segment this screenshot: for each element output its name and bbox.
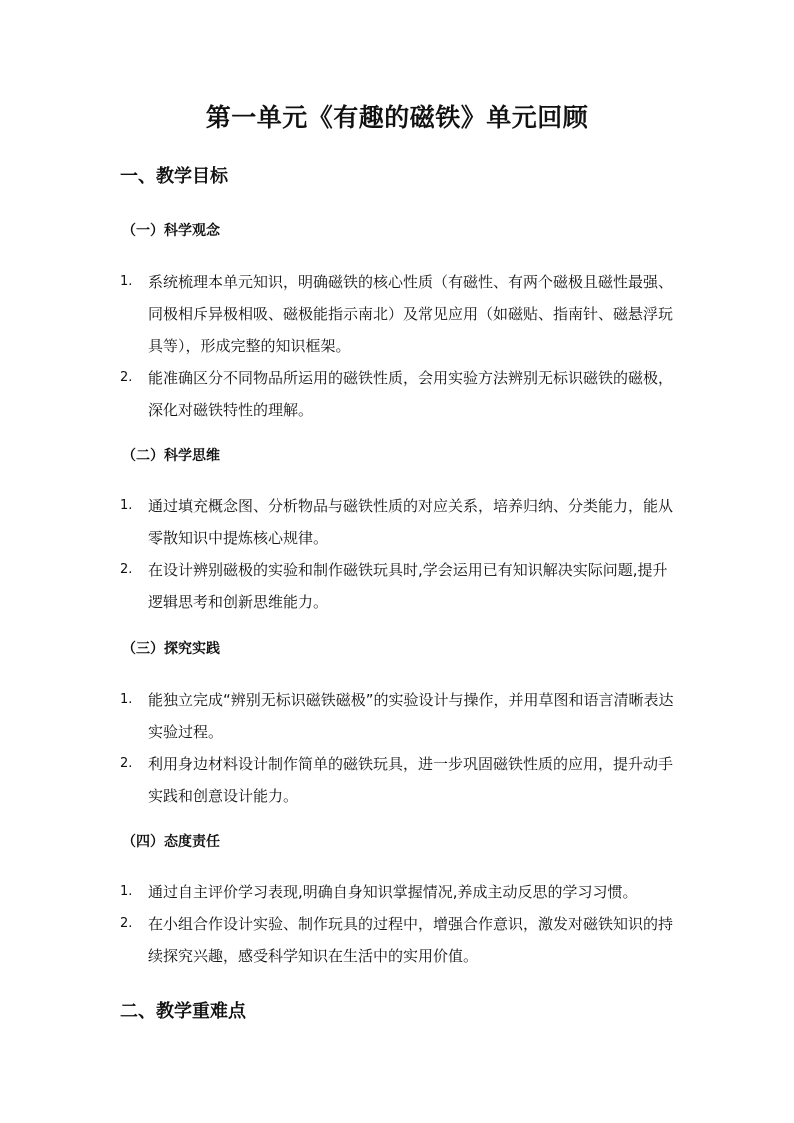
list-item-text: 通过填充概念图、分析物品与磁铁性质的对应关系，培养归纳、分类能力，能从零散知识中提炼核心规律。 [148,497,674,547]
list-item-text: 能准确区分不同物品所运用的磁铁性质，会用实验方法辨别无标识磁铁的磁极，深化对磁铁特性的理解。 [148,369,674,419]
section-heading-key-difficulties: 二、教学重难点 [120,1001,246,1022]
list-item [120,876,680,908]
list-item-number: 1. [120,692,133,707]
list-scientific-thinking [120,490,680,618]
list-item [120,748,680,812]
subheading-inquiry-practice: （三）探究实践 [122,641,220,657]
list-item-number: 2. [120,916,133,931]
list-item [120,490,680,554]
section-heading-teaching-goals: 一、教学目标 [120,166,228,187]
list-scientific-concepts [120,266,680,426]
list-item-text: 通过自主评价学习表现,明确自身知识掌握情况,养成主动反思的学习习惯。 [148,883,638,901]
list-item-text: 系统梳理本单元知识，明确磁铁的核心性质（有磁性、有两个磁极且磁性最强、同极相斥异极相吸、磁极能指示南北）及常见应用（如磁贴、指南针、磁悬浮玩具等），形成完整的知识框架。 [148,273,674,355]
subheading-attitude-responsibility: （四）态度责任 [122,834,220,850]
list-item-number: 2. [120,756,133,771]
list-item-number: 1. [120,274,133,289]
list-item-text: 利用身边材料设计制作简单的磁铁玩具，进一步巩固磁铁性质的应用，提升动手实践和创意设计能力。 [148,755,674,805]
list-item-number: 2. [120,562,133,577]
list-item [120,908,680,972]
list-item-text: 能独立完成“辨别无标识磁铁磁极”的实验设计与操作，并用草图和语言清晰表达实验过程。 [148,691,674,741]
list-item-text: 在小组合作设计实验、制作玩具的过程中，增强合作意识，激发对磁铁知识的持续探究兴趣，感受科学知识在生活中的实用价值。 [148,915,674,965]
list-item [120,554,680,618]
list-item [120,266,680,362]
subheading-scientific-concepts: （一）科学观念 [122,223,220,239]
list-item-number: 1. [120,498,133,513]
list-item-text: 在设计辨别磁极的实验和制作磁铁玩具时,学会运用已有知识解决实际问题,提升逻辑思考和创新思维能力。 [148,561,668,611]
subheading-scientific-thinking: （二）科学思维 [122,448,220,464]
document-title: 第一单元《有趣的磁铁》单元回顾 [205,103,589,132]
list-item-number: 2. [120,370,133,385]
list-item [120,362,680,426]
list-item-number: 1. [120,884,133,899]
list-inquiry-practice [120,684,680,812]
list-item [120,684,680,748]
list-attitude-responsibility [120,876,680,972]
